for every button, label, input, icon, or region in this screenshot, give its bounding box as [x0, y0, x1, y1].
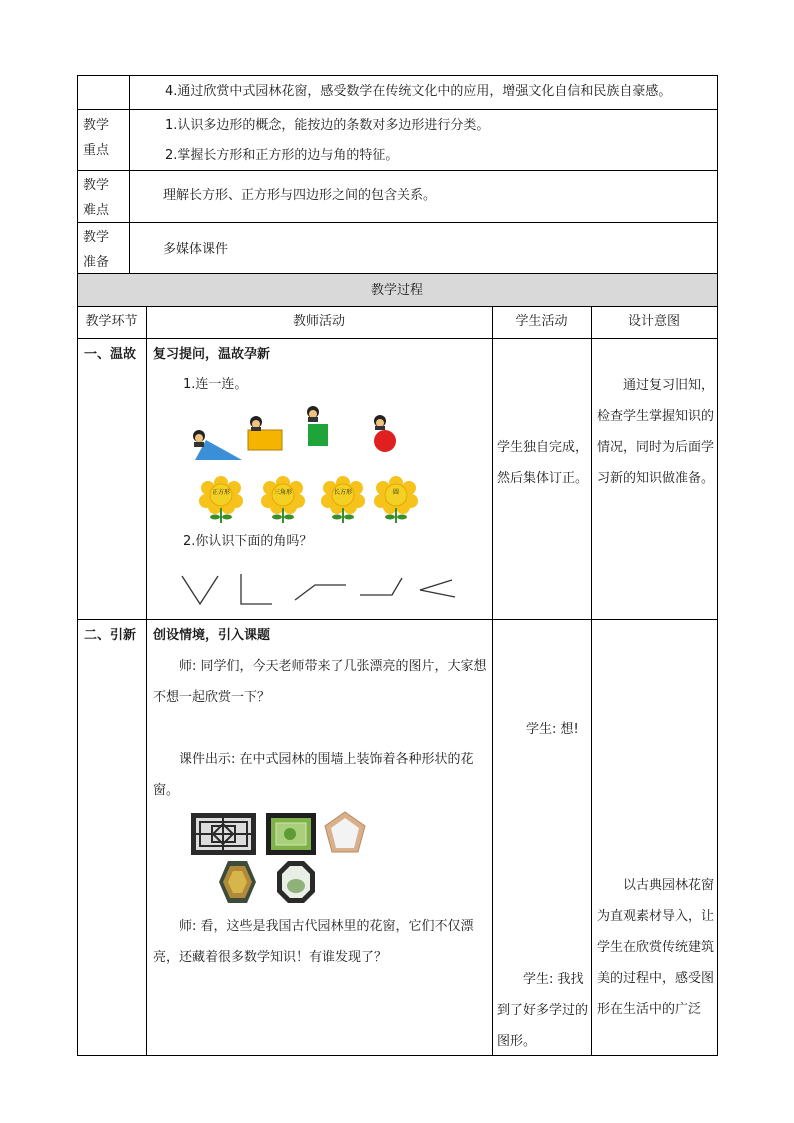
design-intent: 以古典园林花窗为直观素材导入，让学生在欣赏传统建筑美的过程中，感受图形在生活中的广泛 — [597, 878, 715, 1017]
character-icon — [193, 430, 205, 447]
design-intent: 通过复习旧知，检查学生掌握知识的情况，同时为后面学习新的知识做准备。 — [597, 378, 715, 486]
flower-label: 长方形 — [333, 489, 352, 496]
table-border — [717, 75, 718, 1056]
teacher-line-1: 师: 同学们，今天老师带来了几张漂亮的图片，大家想不想一起欣赏一下？ — [153, 659, 487, 705]
flower-circle — [373, 475, 419, 523]
flower-label: 三角形 — [273, 489, 292, 496]
stage-introduce: 二、引新 — [84, 628, 137, 643]
key-point-2: 2.掌握长方形和正方形的边与角的特征。 — [165, 148, 399, 163]
flower-label: 正方形 — [211, 489, 230, 496]
preparation-label: 准备 — [83, 255, 110, 270]
difficulty-label: 难点 — [83, 203, 110, 218]
window-green-frame — [266, 813, 316, 855]
preparation-label: 教学 — [83, 230, 110, 245]
table-border — [77, 273, 718, 274]
table-border — [77, 306, 718, 307]
section-heading: 创设情境，引入课题 — [153, 628, 271, 643]
preparation-text: 多媒体课件 — [163, 242, 229, 257]
teacher-line-2: 课件出示: 在中式园林的围墙上装饰着各种形状的花窗。 — [153, 752, 474, 798]
table-border — [77, 619, 718, 620]
table-border — [146, 306, 147, 1056]
table-border — [77, 1055, 718, 1056]
key-points-label: 教学 — [83, 118, 110, 133]
table-border — [591, 306, 592, 1056]
question-2: 2.你认识下面的角吗？ — [183, 534, 313, 549]
key-points-label: 重点 — [83, 143, 110, 158]
acute-angle — [420, 580, 455, 597]
difficulty-text: 理解长方形、正方形与四边形之间的包含关系。 — [163, 188, 437, 203]
column-header-intent: 设计意图 — [627, 314, 680, 329]
circle-shape — [374, 430, 396, 452]
goal-item-4: 4.通过欣赏中式园林花窗，感受数学在传统文化中的应用，增强文化自信和民族自豪感。 — [165, 84, 672, 99]
connect-shapes-figure — [180, 402, 420, 462]
obtuse-angle — [295, 585, 346, 600]
flower-label: 圆 — [392, 489, 399, 496]
difficulty-label: 教学 — [83, 178, 110, 193]
acute-angle — [182, 576, 218, 604]
question-1: 1.连一连。 — [183, 377, 248, 392]
process-title: 教学过程 — [370, 283, 423, 298]
student-response-1: 学生: 想! — [526, 722, 579, 737]
flower-rectangle — [320, 475, 366, 523]
stage-review: 一、温故 — [84, 347, 137, 362]
right-angle — [241, 574, 272, 604]
window-square-lattice — [191, 813, 256, 855]
rectangle-shape — [248, 430, 282, 450]
key-point-1: 1.认识多边形的概念，能按边的条数对多边形进行分类。 — [165, 118, 490, 133]
table-border — [77, 338, 718, 339]
table-border — [77, 170, 718, 171]
square-shape — [308, 424, 328, 446]
table-border — [77, 75, 78, 1056]
column-header-stage: 教学环节 — [85, 314, 138, 329]
angles-figure — [180, 570, 460, 610]
table-border — [492, 306, 493, 1056]
character-icon — [250, 416, 262, 431]
lattice-windows-figure — [190, 812, 360, 910]
student-response-2: 学生: 我找到了好多学过的图形。 — [497, 972, 589, 1049]
character-icon — [374, 415, 386, 430]
flower-triangle — [260, 475, 306, 523]
table-border — [129, 75, 130, 273]
table-border — [77, 109, 718, 110]
window-octagon — [277, 861, 315, 903]
student-activity: 学生独自完成，然后集体订正。 — [497, 440, 589, 486]
column-header-student: 学生活动 — [515, 314, 568, 329]
obtuse-angle — [360, 578, 402, 595]
window-hexagon — [219, 861, 256, 903]
window-pentagon — [325, 812, 365, 852]
flower-square — [198, 475, 244, 523]
table-border — [77, 222, 718, 223]
teacher-line-3: 师: 看，这些是我国古代园林里的花窗，它们不仅漂亮，还藏着很多数学知识！有谁发现了？ — [153, 919, 474, 965]
character-icon — [307, 406, 319, 422]
section-heading: 复习提问，温故孕新 — [153, 347, 271, 362]
column-header-teacher: 教师活动 — [292, 314, 345, 329]
table-border — [77, 75, 718, 76]
